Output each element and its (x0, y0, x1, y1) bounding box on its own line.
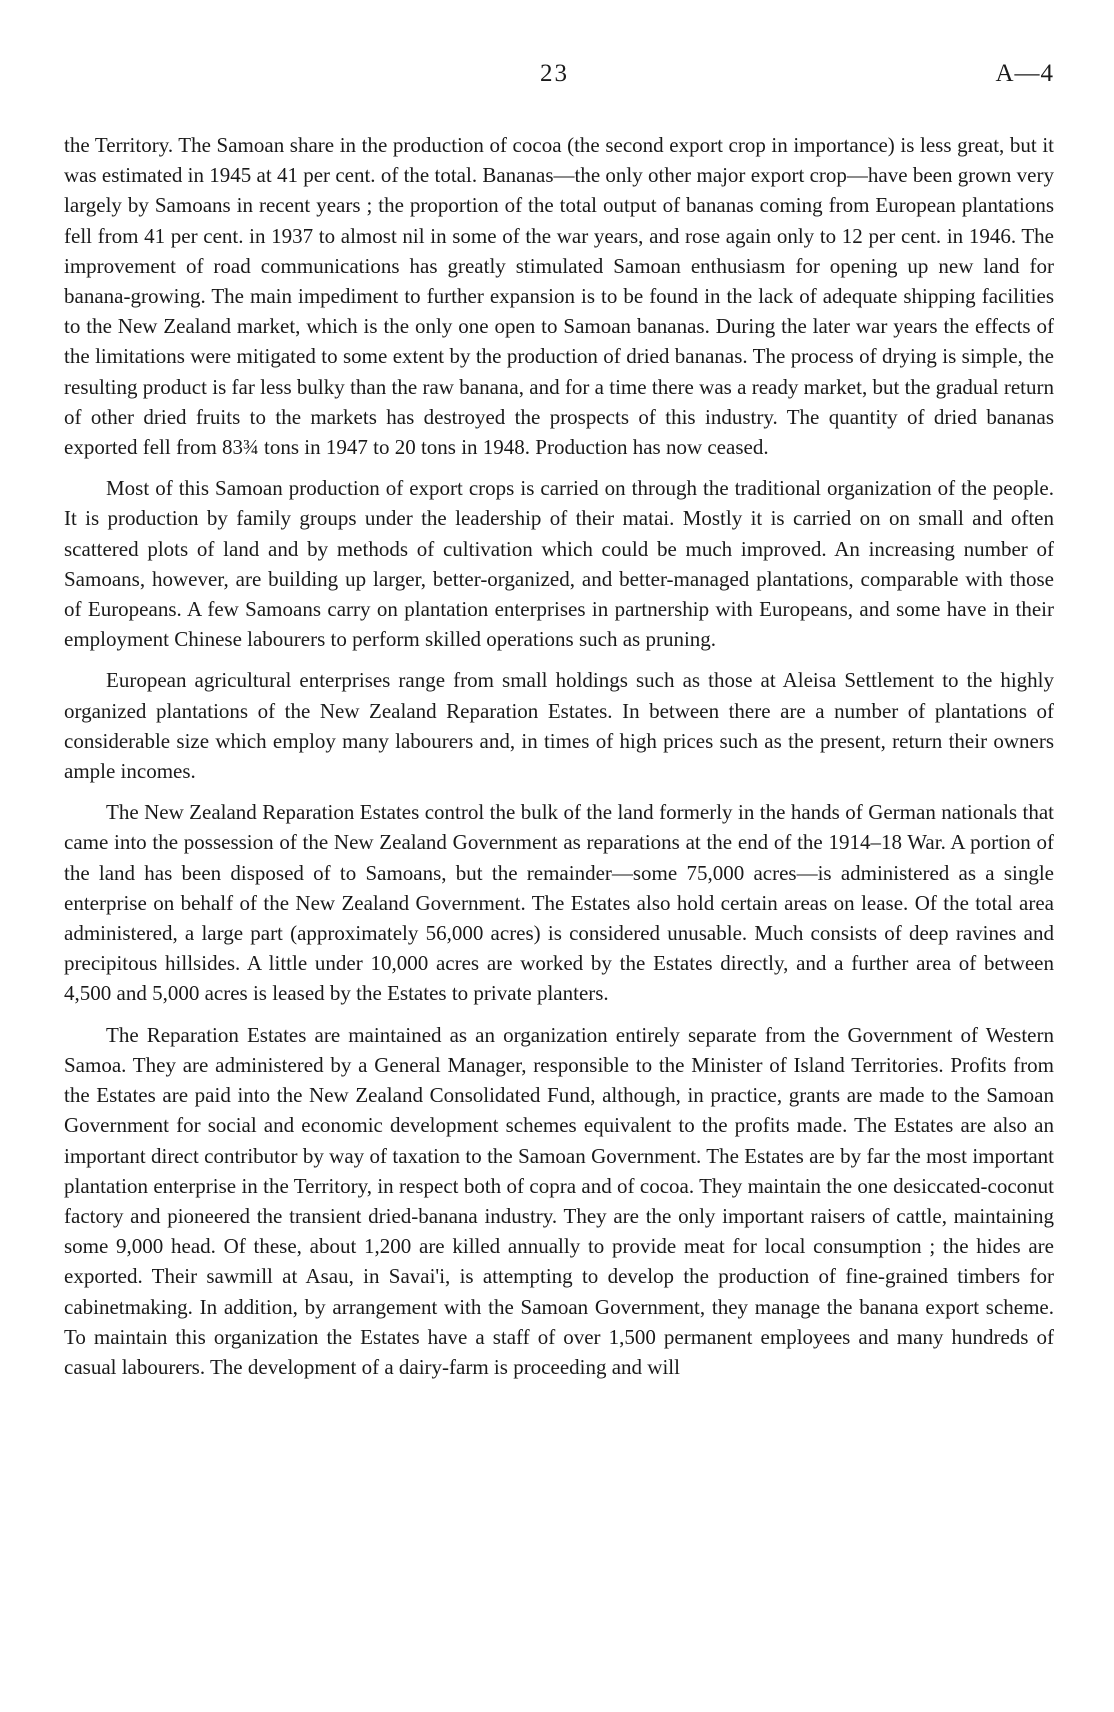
paragraph-samoan-production: Most of this Samoan production of export crops is carried on through the traditional organization of the people. It is production by family groups under the leadership of their matai. Mostly it is carried on on small and often scattered plots of land and by methods of cultivation which could be much improved. An increasing number of Samoans, however, are building up larger, better-organized, and better-managed plantations, comparable with those of Europeans. A few Samoans carry on plantation enterprises in partnership with Europeans, and some have in their employment Chinese labourers to perform skilled operations such as pruning. (64, 476, 1054, 652)
document-reference: A—4 (995, 60, 1054, 87)
paragraph-continued: the Territory. The Samoan share in the production of cocoa (the second export crop in importance) is less great, but it was estimated in 1945 at 41 per cent. of the total. Bananas—the only other major export crop—have been grown very largely by Samoans in recent years ; the proportion of the total output of bananas coming from European plantations fell from 41 per cent. in 1937 to almost nil in some of the war years, and rose again only to 12 per cent. in 1946. The improvement of road communications has greatly stimulated Samoan enthusiasm for opening up new land for banana-growing. The main impediment to further expansion is to be found in the lack of adequate shipping facilities to the New Zealand market, which is the only one open to Samoan bananas. During the later war years the effects of the limitations were mitigated to some extent by the production of dried bananas. The process of drying is simple, the resulting product is far less bulky than the raw banana, and for a time there was a ready market, but the gradual return of other dried fruits to the markets has destroyed the prospects of this industry. The quantity of dried bananas exported fell from 83¾ tons in 1947 to 20 tons in 1948. Production has now ceased. (64, 133, 1054, 460)
page-header (0, 60, 1114, 92)
page-number: 23 (540, 60, 569, 87)
body-text (64, 130, 1054, 1393)
paragraph-reparation-estates-control: The New Zealand Reparation Estates control the bulk of the land formerly in the hands of German nationals that came into the possession of the New Zealand Government as reparations at the end of the 1914–18 War. A portion of the land has been disposed of to Samoans, but the remainder—some 75,000 acres—is administered as a single enterprise on behalf of the New Zealand Government. The Estates also hold certain areas on lease. Of the total area administered, a large part (approximately 56,000 acres) is considered unusable. Much consists of deep ravines and precipitous hillsides. A little under 10,000 acres are worked by the Estates directly, and a further area of between 4,500 and 5,000 acres is leased by the Estates to private planters. (64, 800, 1054, 1006)
paragraph-reparation-estates-organization: The Reparation Estates are maintained as an organization entirely separate from the Government of Western Samoa. They are administered by a General Manager, responsible to the Minister of Island Territories. Profits from the Estates are paid into the New Zealand Consolidated Fund, although, in practice, grants are made to the Samoan Government for social and economic development schemes equivalent to the profits made. The Estates are also an important direct contributor by way of taxation to the Samoan Government. The Estates are by far the most important plantation enterprise in the Territory, in respect both of copra and of cocoa. They maintain the one desiccated-coconut factory and pioneered the transient dried-banana industry. They are the only important raisers of cattle, maintaining some 9,000 head. Of these, about 1,200 are killed annually to provide meat for local consumption ; the hides are exported. Their sawmill at Asau, in Savai'i, is attempting to develop the production of fine-grained timbers for cabinetmaking. In addition, by arrangement with the Samoan Government, they manage the banana export scheme. To maintain this organization the Estates have a staff of over 1,500 permanent employees and many hundreds of casual labourers. The development of a dairy-farm is proceeding and will (64, 1022, 1054, 1379)
paragraph-european-enterprises: European agricultural enterprises range from small holdings such as those at Aleisa Settlement to the highly organized plantations of the New Zealand Reparation Estates. In between there are a number of plantations of considerable size which employ many labourers and, in times of high prices such as the present, return their owners ample incomes. (64, 668, 1054, 784)
